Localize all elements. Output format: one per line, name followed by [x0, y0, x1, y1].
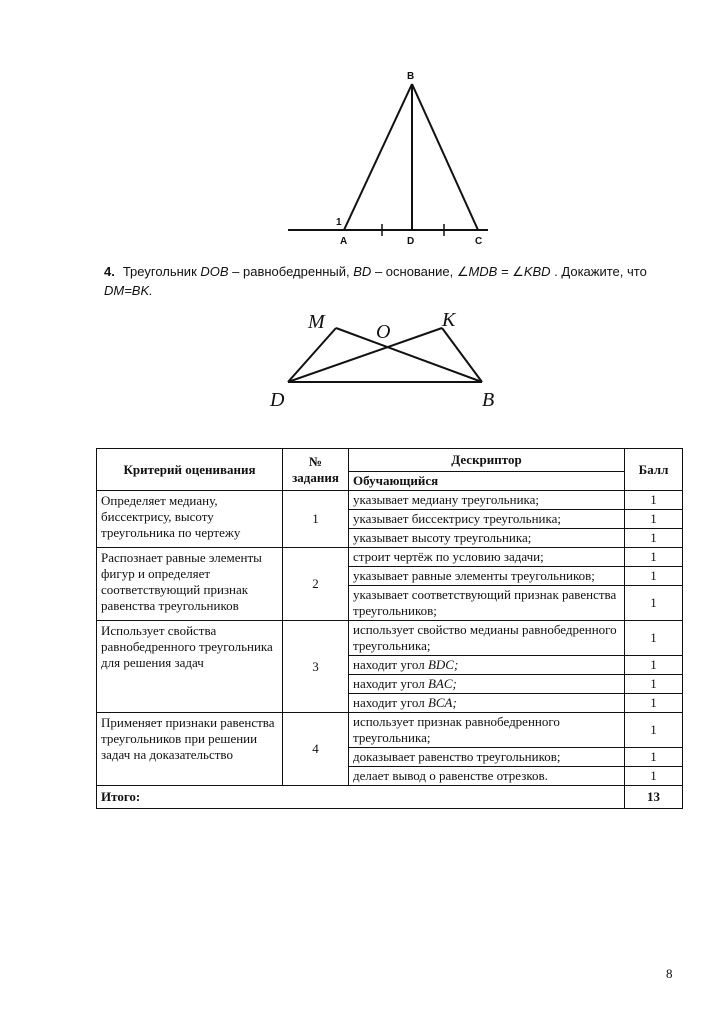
label-a: A — [340, 236, 348, 247]
descriptor-prefix: находит угол — [353, 657, 428, 672]
total-value: 13 — [625, 786, 683, 809]
score-cell: 1 — [625, 510, 683, 529]
descriptor-cell: указывает биссектрису треугольника; — [349, 510, 625, 529]
table-header-row — [97, 449, 683, 472]
label-d: D — [270, 389, 285, 410]
descriptor-cell: делает вывод о равенстве отрезков. — [349, 767, 625, 786]
score-cell: 1 — [625, 748, 683, 767]
score-cell: 1 — [625, 713, 683, 748]
task-text-4: . Докажите, что — [550, 264, 647, 279]
table-row — [97, 548, 683, 567]
label-o: O — [376, 321, 391, 343]
descriptor-cell: указывает высоту треугольника; — [349, 529, 625, 548]
score-cell: 1 — [625, 586, 683, 621]
task-bd: BD — [353, 264, 372, 279]
table-row — [97, 491, 683, 510]
descriptor-cell: указывает соответствующий признак равенства треугольников; — [349, 586, 625, 621]
segment-mb — [336, 328, 482, 382]
score-cell: 1 — [625, 491, 683, 510]
label-m: M — [308, 311, 325, 333]
descriptor-angle: BAC; — [427, 676, 457, 691]
task-number-cell: 1 — [283, 491, 349, 548]
descriptor-cell: использует свойство медианы равнобедренного треугольника; — [349, 621, 625, 656]
figure-mokdb — [262, 306, 506, 410]
score-cell: 1 — [625, 656, 683, 675]
label-d: D — [407, 236, 415, 247]
label-angle-1: 1 — [336, 217, 342, 228]
descriptor-cell: указывает равные элементы треугольников; — [349, 567, 625, 586]
header-learner: Обучающийся — [349, 472, 625, 491]
criterion-cell: Использует свойства равнобедренного треугольника для решения задач — [97, 621, 283, 713]
descriptor-prefix: находит угол — [353, 695, 428, 710]
descriptor-prefix: находит угол — [353, 676, 428, 691]
task-dm-bk: DM=BK. — [104, 283, 153, 298]
label-k: K — [442, 309, 456, 331]
descriptor-cell — [349, 656, 625, 675]
task-number-cell: 3 — [283, 621, 349, 713]
total-label: Итого: — [97, 786, 625, 809]
score-cell: 1 — [625, 548, 683, 567]
descriptor-cell: доказывает равенство треугольников; — [349, 748, 625, 767]
side-ab — [344, 84, 412, 230]
task-number: 4. — [104, 264, 115, 279]
side-bc — [412, 84, 478, 230]
task-angle-equation: ∠MDB = ∠KBD — [456, 264, 551, 279]
task-text-3: – основание, — [371, 264, 457, 279]
task-text-2: – равнобедренный, — [228, 264, 354, 279]
table-row — [97, 621, 683, 656]
descriptor-cell: использует признак равнобедренного треугольника; — [349, 713, 625, 748]
descriptor-angle: BDC; — [427, 657, 459, 672]
criterion-cell: Распознает равные элементы фигур и определяет соответствующий признак равенства треугольников — [97, 548, 283, 621]
score-cell: 1 — [625, 694, 683, 713]
assessment-rubric-table — [96, 448, 683, 809]
score-cell: 1 — [625, 529, 683, 548]
score-cell: 1 — [625, 767, 683, 786]
total-row — [97, 786, 683, 809]
task-number-cell: 2 — [283, 548, 349, 621]
task-4-statement — [104, 262, 674, 300]
descriptor-cell — [349, 694, 625, 713]
descriptor-cell — [349, 675, 625, 694]
criterion-cell: Определяет медиану, биссектрису, высоту треугольника по чертежу — [97, 491, 283, 548]
label-c: C — [475, 236, 483, 247]
header-score: Балл — [625, 449, 683, 491]
score-cell: 1 — [625, 621, 683, 656]
descriptor-cell: строит чертёж по условию задачи; — [349, 548, 625, 567]
label-b: B — [482, 389, 495, 410]
header-descriptor: Дескриптор — [349, 449, 625, 472]
table-row — [97, 713, 683, 748]
descriptor-cell: указывает медиану треугольника; — [349, 491, 625, 510]
task-dob: DOB — [200, 264, 229, 279]
score-cell: 1 — [625, 675, 683, 694]
header-criterion: Критерий оценивания — [97, 449, 283, 491]
task-number-cell: 4 — [283, 713, 349, 786]
header-task-no: № задания — [283, 449, 349, 491]
descriptor-angle: BCA; — [427, 695, 457, 710]
page-number: 8 — [666, 966, 673, 981]
criterion-cell: Применяет признаки равенства треугольников при решении задач на доказательство — [97, 713, 283, 786]
label-b: B — [407, 71, 415, 82]
score-cell: 1 — [625, 567, 683, 586]
triangle-abc-figure — [280, 68, 500, 258]
task-text-1: Треугольник — [122, 264, 201, 279]
